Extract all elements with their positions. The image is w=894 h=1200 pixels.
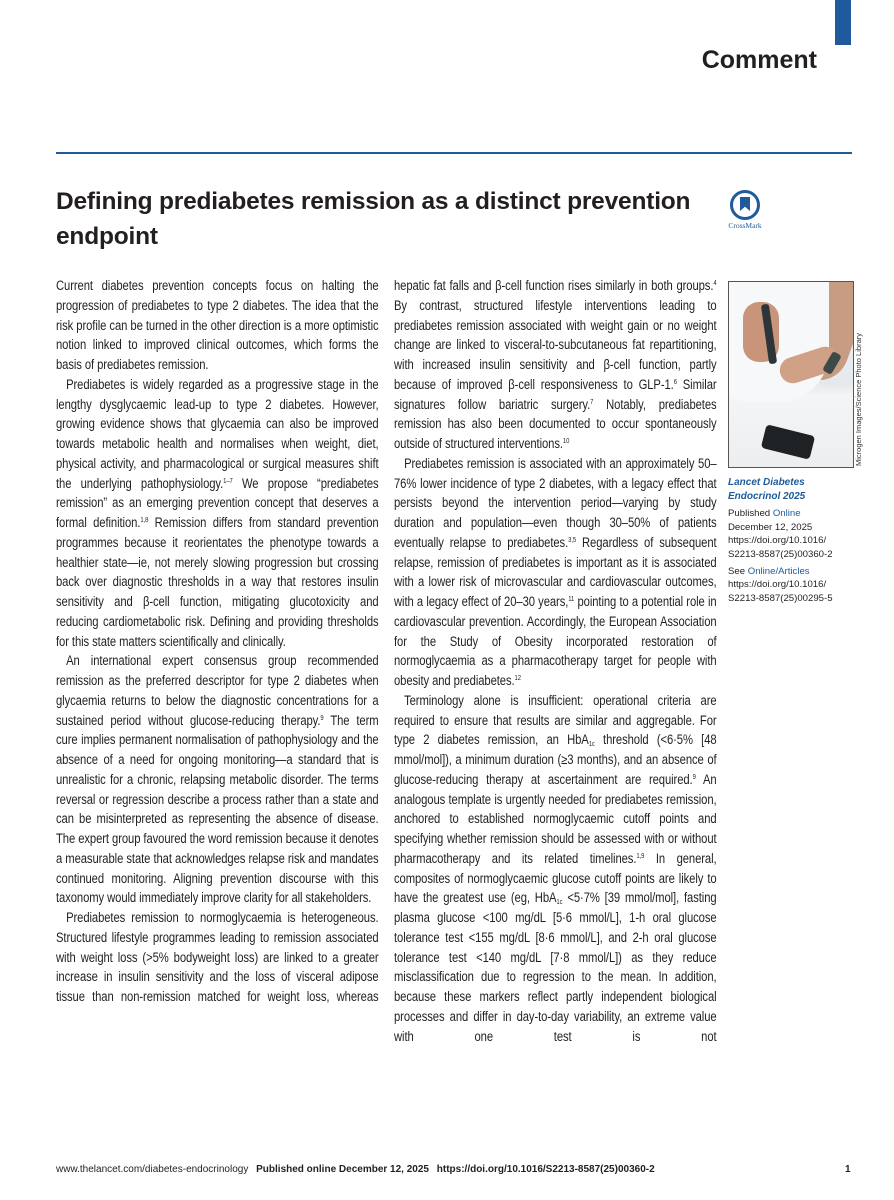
text-run: In general, composites of normoglycaemic glucose cutoff points are likely to have the greatest use (eg, HbA xyxy=(394,850,717,906)
journal-citation: Lancet Diabetes Endocrinol 2025 xyxy=(728,477,806,502)
photo-credit: Microgen Images/Science Photo Library xyxy=(854,333,863,466)
article-photo xyxy=(728,281,854,468)
journal-accent-bar xyxy=(835,0,851,45)
reference-superscript[interactable]: 7 xyxy=(590,398,594,406)
text-run: The term cure implies permanent normalisation of pathophysiology and the absence of a need for ongoing monitoring—a standard that is unrealistic for a chronic, relapsing metabolic disorder. The terms reversal or regression describe a process rather than a state and can be misinterpreted as representing the absence of disease. The expert group favoured the word remission because it denotes a measurable state that acknowledges relapse risk and mandates continued monitoring. Aligning prevention discourse with this taxonomy would immediately improve clarity for all stakeholders. xyxy=(56,712,379,906)
text-run: Notably, prediabetes remission has also been documented to occur spontaneously outside of structured interventions. xyxy=(394,396,717,451)
online-articles-link[interactable]: Online/Articles xyxy=(747,565,810,577)
body-column-1 xyxy=(56,276,379,1007)
published-online-link[interactable]: Online xyxy=(772,508,801,520)
reference-superscript[interactable]: 3,5 xyxy=(568,536,577,544)
text-run: By contrast, structured lifestyle interventions leading to prediabetes remission associated with weight gain or no weight change are linked to visceral-to-subcutaneous fat repartitioning, with increased insulin sensitivity and β-cell function, partly because of improved β-cell responsiveness to GLP-1. xyxy=(394,297,717,392)
doi-part: https://doi.org/10.1016/ xyxy=(728,535,827,547)
reference-superscript[interactable]: 10 xyxy=(562,438,570,445)
body-paragraph xyxy=(56,651,379,908)
crossmark-icon xyxy=(730,190,760,220)
footer-url[interactable]: www.thelancet.com/diabetes-endocrinology xyxy=(56,1164,249,1175)
text-run: Current diabetes prevention concepts focus on halting the progression of prediabetes to type 2 diabetes. The idea that the risk profile can be turned in the other direction is a more optimistic notion linked to improved clinical outcomes, which forms the basis of prediabetes remission. xyxy=(56,278,379,372)
reference-superscript[interactable]: 1,8 xyxy=(140,517,149,524)
header-rule xyxy=(56,152,852,154)
text-run: Regardless of subsequent relapse, remission of prediabetes is important as it is associated with a lower risk of microvascular and cardiovascular outcomes, with a legacy effect of 20–30 years, xyxy=(394,534,717,609)
reference-superscript[interactable]: 6 xyxy=(673,378,677,386)
text-run: hepatic fat falls and β-cell function rises similarly in both groups. xyxy=(394,278,714,293)
reference-superscript[interactable]: 4 xyxy=(713,280,717,287)
footer-published: Published online December 12, 2025 xyxy=(256,1164,429,1175)
text-run: An international expert consensus group recommended remission as the preferred descriptor for type 2 diabetes when glycaemia returns to below the diagnostic concentrations for a sustained period without glucose-reducing therapy. xyxy=(56,653,379,728)
crossmark-label: CrossMark xyxy=(728,221,762,230)
doi-part: https://doi.org/10.1016/ xyxy=(728,579,827,591)
article-sidebar xyxy=(728,476,858,608)
published-date: December 12, 2025 xyxy=(728,521,813,533)
reference-superscript[interactable]: 1–7 xyxy=(223,477,233,485)
related-doi-link[interactable] xyxy=(728,578,858,605)
crossmark-button[interactable] xyxy=(728,190,762,230)
text-run: pointing to a potential role in cardiovascular prevention. Accordingly, the European Association for the Study of Obesity incorporated restoration of normoglycaemia as a pharmacotherapy target for people with obesity and prediabetes. xyxy=(394,594,717,688)
reference-superscript[interactable]: 1,9 xyxy=(636,852,645,860)
subscript: 1c xyxy=(588,741,595,749)
reference-superscript[interactable]: 9 xyxy=(320,714,324,722)
published-label: Published xyxy=(728,508,773,520)
reference-superscript[interactable]: 11 xyxy=(568,596,575,603)
doi-part: S2213-8587(25)00360-2 xyxy=(728,548,833,560)
text-run: Remission differs from standard prevention programmes because it reorientates the phenotype towards a healthier state—ie, not merely slowing progression but crossing back over diagnostic thresholds in a way that restores insulin sensitivity and β-cell function, mitigating glucotoxicity and reducing cardiometabolic risk. Defining and providing thresholds for this state matters scientifically and clinically. xyxy=(56,515,379,649)
article-doi-link[interactable] xyxy=(728,534,858,561)
body-paragraph xyxy=(56,375,379,652)
section-label: Comment xyxy=(701,46,817,74)
text-run: Prediabetes remission is associated with an approximately 50–76% lower incidence of type 2 diabetes, with a legacy effect that persists beyond the intervention period—varying by study duration and population—even though 30–50% of patients eventually relapse to prediabetes. xyxy=(394,455,717,550)
article-title: Defining prediabetes remission as a distinct prevention endpoint xyxy=(56,188,691,250)
text-run: Prediabetes remission to normoglycaemia is heterogeneous. Structured lifestyle programmes leading to remission associated with weight loss (>5% bodyweight loss) are linked to a greater increase in insulin sensitivity and the loss of visceral adipose tissue than non-remission matched for weight loss, whereas xyxy=(56,910,379,1004)
body-paragraph xyxy=(56,276,379,375)
page-number: 1 xyxy=(845,1164,851,1175)
subscript: 1c xyxy=(556,899,563,907)
body-paragraph xyxy=(56,908,379,1007)
body-paragraph xyxy=(394,454,717,691)
reference-superscript[interactable]: 9 xyxy=(692,773,696,781)
text-run: Terminology alone is insufficient: operational criteria are required to ensure that results are similar and aggregable. For type 2 diabetes remission, an HbA xyxy=(394,692,717,748)
text-run: An analogous template is urgently needed for prediabetes remission, anchored to established normoglycaemic cutoff points and specifying whether remission should be assessed with or without pharmacotherapy and its related timelines. xyxy=(394,771,717,866)
text-run: Prediabetes is widely regarded as a progressive stage in the lengthy dysglycaemic lead-up to type 2 diabetes. However, growing evidence shows that glycaemia can also be improved towards metabolic health and normalises when weight, diet, physical activity, and pharmacological or surgical measures shift the underlying pathophysiology. xyxy=(56,376,379,491)
text-run: threshold (<6·5% [48 mmol/mol]), a minimum duration (≥3 months), and an absence of glucose-reducing therapy at ascertainment are required. xyxy=(394,732,717,787)
footer-doi[interactable]: https://doi.org/10.1016/S2213-8587(25)00360-2 xyxy=(436,1164,655,1175)
body-column-2 xyxy=(394,276,717,1046)
body-paragraph xyxy=(394,276,717,454)
text-run: We propose “prediabetes remission” as an emerging prevention concept that deserves a formal definition. xyxy=(56,475,379,530)
page-footer xyxy=(56,1164,655,1175)
body-paragraph xyxy=(394,691,717,1047)
reference-superscript[interactable]: 12 xyxy=(514,675,521,682)
see-label: See xyxy=(728,565,748,577)
text-run: <5·7% [39 mmol/mol], fasting plasma glucose <100 mg/dL [5·6 mmol/L], 1-h oral glucose tolerance test <155 mg/dL [8·6 mmol/L], and 2-h oral glucose tolerance test <140 mg/dL [7·8 mmol/L]) as they reduce misclassification due to regression to the mean. In addition, because these markers reflect partly independent biological processes and differ in day-to-day variability, an extreme value with one test is not xyxy=(394,890,717,1044)
doi-part: S2213-8587(25)00295-5 xyxy=(728,592,833,604)
text-run: Similar signatures follow bariatric surgery. xyxy=(394,376,717,412)
